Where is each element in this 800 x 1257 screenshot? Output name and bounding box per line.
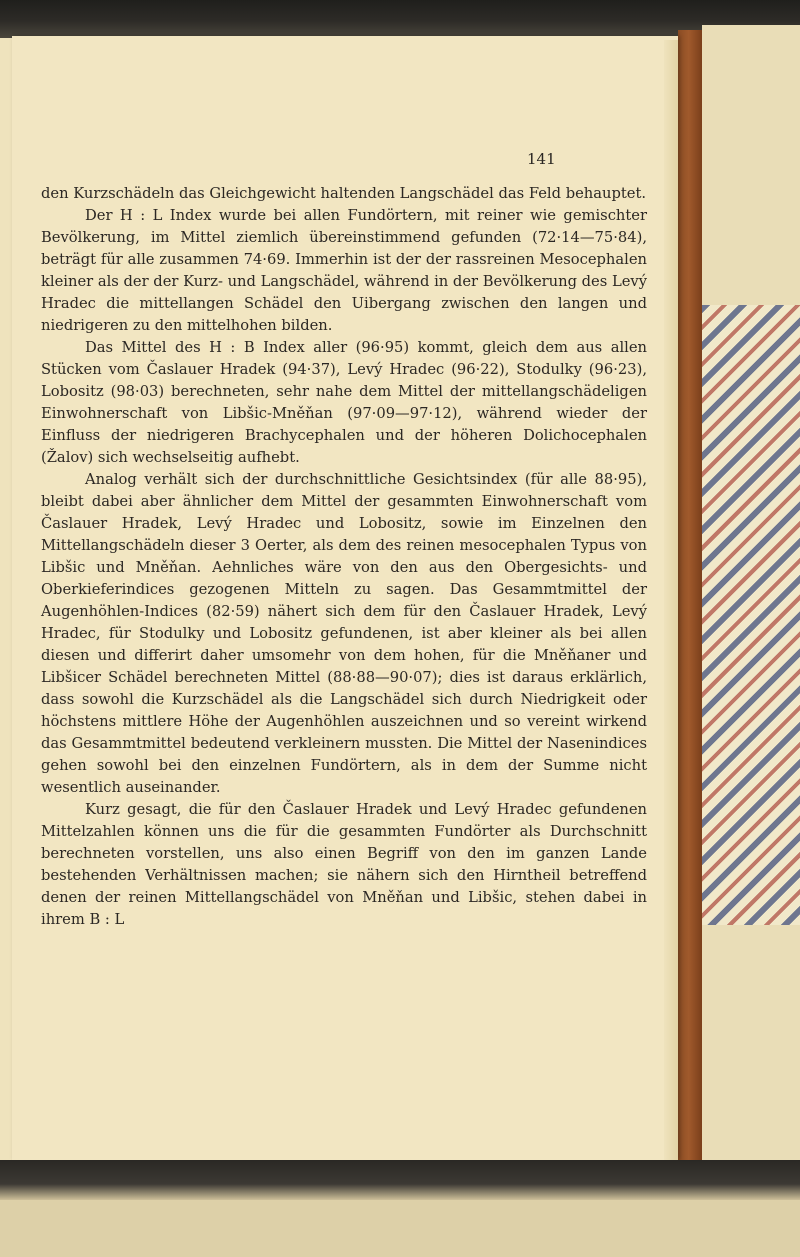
bottom-shadow (0, 1160, 800, 1200)
paragraph: den Kurzschädeln das Gleichgewicht haltenden Langschädel das Feld behauptet. (41, 185, 647, 202)
paragraph: Das Mittel des H : B Index aller (96·95) kommt, gleich dem aus allen Stücken vom Časlauer Hradek (94·37), Levý Hradec (96·22), Stodulky (96·23), Lobositz (98·03) berechneten, sehr nahe dem Mittel der mittellangschädeligen Einwohnerschaft von Libšic-Mněňan (97·09—97·12), während wieder der Einfluss der niedrigeren Brachycephalen und der höheren Dolichocephalen (Žalov) sich wechselseitig aufhebt. (41, 339, 647, 466)
cover-pattern (702, 305, 800, 925)
paragraph: Der H : L Index wurde bei allen Fundörtern, mit reiner wie gemischter Bevölkerung, im Mittel ziemlich übereinstimmend gefunden (72·14—75·84), beträgt für alle zusammen 74·69. Immerhin ist der der rassreinen Mesocephalen kleiner als der der Kurz- und Langschädel, während in der Bevölkerung des Levý Hradec die mittellangen Schädel den Uibergang zwischen den langen und niedrigeren zu den mittelhohen bilden. (41, 207, 647, 334)
paragraph: Kurz gesagt, die für den Časlauer Hradek und Levý Hradec gefundenen Mittelzahlen können uns die für die gesammten Fundörter als Durchschnitt berechneten vorstellen, uns also einen Begriff von den im ganzen Lande bestehenden Verhältnissen machen; sie nähern sich den Hirntheil betreffend denen der reinen Mittellangschädel von Mněňan und Libšic, stehen dabei in ihrem B : L (41, 801, 647, 928)
page-edge (664, 40, 678, 1162)
book-cover (702, 25, 800, 1195)
table-surface (0, 1200, 800, 1257)
page-number: 141 (527, 150, 556, 168)
body-text (41, 183, 647, 931)
paragraph: Analog verhält sich der durchschnittliche Gesichtsindex (für alle 88·95), bleibt dabei aber ähnlicher dem Mittel der gesammten Einwohnerschaft vom Časlauer Hradek, Levý Hradec und Lobositz, sowie im Einzelnen den Mittellangschädeln dieser 3 Oerter, als dem des reinen mesocephalen Typus von Libšic und Mněňan. Aehnliches wäre von den aus den Obergesichts- und Oberkieferindices gezogenen Mitteln zu sagen. Das Gesammtmittel der Augenhöhlen-Indices (82·59) nähert sich dem für den Časlauer Hradek, Levý Hradec, für Stodulky und Lobositz gefundenen, ist aber kleiner als bei allen diesen und differirt daher umsomehr von dem hohen, für die Mněňaner und Libšicer Schädel berechneten Mittel (88·88—90·07); dies ist daraus erklärlich, dass sowohl die Kurzschädel als die Langschädel sich durch Niedrigkeit oder höchstens mittlere Höhe der Augenhöhlen auszeichnen und so vereint wirkend das Gesammtmittel bedeutend verkleinern mussten. Die Mittel der Nasenindices gehen sowohl bei den einzelnen Fundörtern, als in dem der Summe nicht wesentlich auseinander. (41, 471, 647, 796)
book-spine (678, 30, 702, 1175)
